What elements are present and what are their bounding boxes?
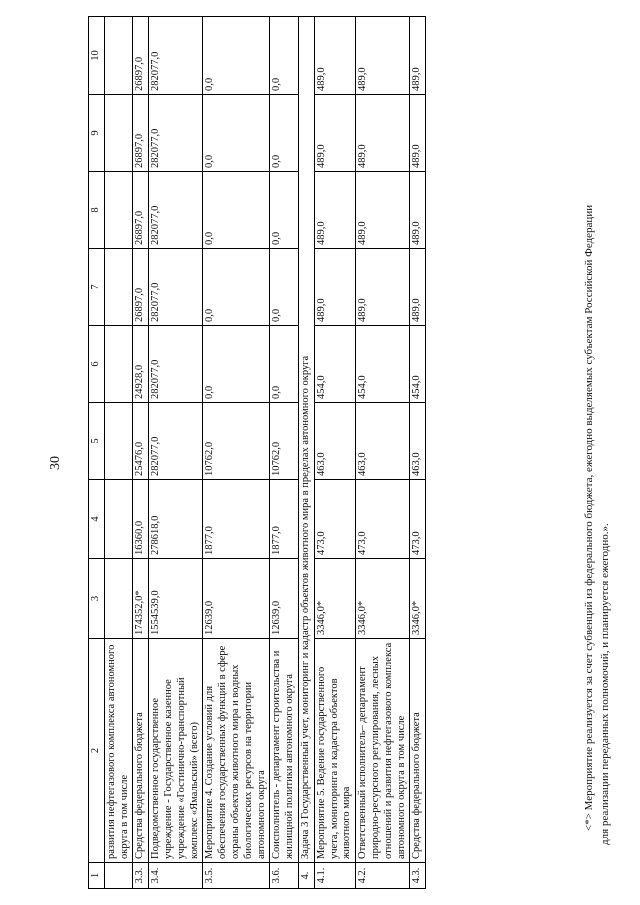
table-row bbox=[203, 17, 270, 889]
value-cell: 282077,0 bbox=[149, 403, 203, 480]
value-cell: 3346,0* bbox=[356, 559, 410, 639]
row-number bbox=[104, 863, 133, 889]
header-cell: 10 bbox=[89, 17, 105, 95]
value-cell: 489,0 bbox=[410, 95, 426, 172]
value-cell bbox=[104, 17, 133, 95]
value-cell: 0,0 bbox=[203, 17, 270, 95]
row-name: Мероприятие 4. Создание условий для обеспечения государственных функций в сфере охраны объектов животного мира и водных биологических ресурсов на территории автономного округа bbox=[203, 639, 270, 863]
value-cell: 282077,0 bbox=[149, 326, 203, 403]
value-cell: 12639,0 bbox=[270, 559, 299, 639]
value-cell: 489,0 bbox=[410, 17, 426, 95]
task-heading: Задача 3 Государственный учет, мониторинг и кадастр объектов животного мира в пределах автономного округа bbox=[298, 17, 314, 863]
value-cell: 26897,0 bbox=[133, 172, 149, 249]
table-row bbox=[133, 17, 149, 889]
value-cell: 489,0 bbox=[356, 17, 410, 95]
value-cell: 489,0 bbox=[314, 249, 355, 326]
value-cell: 454,0 bbox=[314, 326, 355, 403]
value-cell: 282077,0 bbox=[149, 17, 203, 95]
value-cell: 489,0 bbox=[356, 95, 410, 172]
value-cell: 489,0 bbox=[410, 172, 426, 249]
row-number: 4. bbox=[298, 863, 314, 889]
value-cell: 0,0 bbox=[270, 172, 299, 249]
value-cell: 473,0 bbox=[410, 480, 426, 559]
table-row bbox=[314, 17, 355, 889]
value-cell: 0,0 bbox=[203, 95, 270, 172]
value-cell: 489,0 bbox=[356, 172, 410, 249]
value-cell: 454,0 bbox=[410, 326, 426, 403]
header-cell: 9 bbox=[89, 95, 105, 172]
value-cell bbox=[104, 559, 133, 639]
row-name: Средства федерального бюджета bbox=[410, 639, 426, 863]
value-cell: 10762,0 bbox=[203, 403, 270, 480]
row-number: 3.5. bbox=[203, 863, 270, 889]
row-number: 4.3. bbox=[410, 863, 426, 889]
program-table bbox=[88, 16, 426, 889]
table-row bbox=[298, 17, 314, 889]
row-number: 3.4. bbox=[149, 863, 203, 889]
header-cell: 6 bbox=[89, 326, 105, 403]
header-cell: 1 bbox=[89, 863, 105, 889]
value-cell: 26897,0 bbox=[133, 17, 149, 95]
page-number: 30 bbox=[48, 456, 63, 470]
row-name: Ответственный исполнитель– департамент природно-ресурсного регулирования, лесных отношений и развития нефтегазового комплекса автономного округа в том числе bbox=[356, 639, 410, 863]
value-cell: 3346,0* bbox=[410, 559, 426, 639]
value-cell: 489,0 bbox=[356, 249, 410, 326]
value-cell: 16360,0 bbox=[133, 480, 149, 559]
value-cell: 10762,0 bbox=[270, 403, 299, 480]
table-row bbox=[356, 17, 410, 889]
row-name: Подведомственное государственное учреждение - Государственное казенное учреждение «Гостинично-транспортный комплекс «Ямальский» (всего) bbox=[149, 639, 203, 863]
value-cell: 0,0 bbox=[203, 172, 270, 249]
table-row bbox=[270, 17, 299, 889]
table-row bbox=[149, 17, 203, 889]
row-number: 4.2. bbox=[356, 863, 410, 889]
footnote-line-1: <*> Мероприятие реализуется за счет субвенций из федерального бюджета, ежегодно выделяемых субъектам Российской Федерации bbox=[583, 204, 595, 831]
row-name: Мероприятие 5. Ведение государственного учета, мониторинга и кадастра объектов животного мира bbox=[314, 639, 355, 863]
value-cell: 1877,0 bbox=[270, 480, 299, 559]
value-cell: 26897,0 bbox=[133, 249, 149, 326]
footnote bbox=[582, 25, 614, 845]
value-cell: 473,0 bbox=[314, 480, 355, 559]
value-cell bbox=[104, 480, 133, 559]
row-name: Средства федерального бюджета bbox=[133, 639, 149, 863]
value-cell bbox=[104, 95, 133, 172]
header-cell: 8 bbox=[89, 172, 105, 249]
value-cell: 454,0 bbox=[356, 326, 410, 403]
value-cell: 489,0 bbox=[314, 17, 355, 95]
value-cell: 25476,0 bbox=[133, 403, 149, 480]
row-name: развития нефтегазового комплекса автономного округа в том числе bbox=[104, 639, 133, 863]
value-cell: 0,0 bbox=[270, 95, 299, 172]
value-cell: 463,0 bbox=[314, 403, 355, 480]
row-name: Соисполнитель - департамент строительства и жилищной политики автономного округа bbox=[270, 639, 299, 863]
value-cell: 282077,0 bbox=[149, 172, 203, 249]
value-cell: 282077,0 bbox=[149, 95, 203, 172]
value-cell: 489,0 bbox=[314, 95, 355, 172]
header-cell: 7 bbox=[89, 249, 105, 326]
header-cell: 4 bbox=[89, 480, 105, 559]
value-cell: 1877,0 bbox=[203, 480, 270, 559]
value-cell: 0,0 bbox=[270, 17, 299, 95]
value-cell: 26897,0 bbox=[133, 95, 149, 172]
value-cell: 489,0 bbox=[410, 249, 426, 326]
table-row bbox=[104, 17, 133, 889]
table-row bbox=[410, 17, 426, 889]
value-cell: 0,0 bbox=[270, 326, 299, 403]
value-cell: 12639,0 bbox=[203, 559, 270, 639]
value-cell: 3346,0* bbox=[314, 559, 355, 639]
row-number: 3.6. bbox=[270, 863, 299, 889]
value-cell bbox=[104, 172, 133, 249]
value-cell: 463,0 bbox=[410, 403, 426, 480]
header-cell: 3 bbox=[89, 559, 105, 639]
value-cell: 473,0 bbox=[356, 480, 410, 559]
value-cell: 278618,0 bbox=[149, 480, 203, 559]
value-cell bbox=[104, 326, 133, 403]
value-cell: 174352,0* bbox=[133, 559, 149, 639]
row-number: 3.3. bbox=[133, 863, 149, 889]
value-cell: 24928,0 bbox=[133, 326, 149, 403]
value-cell: 463,0 bbox=[356, 403, 410, 480]
row-number: 4.1. bbox=[314, 863, 355, 889]
value-cell: 0,0 bbox=[203, 249, 270, 326]
value-cell: 0,0 bbox=[270, 249, 299, 326]
footnote-line-2: для реализации переданных полномочий, и планируется ежегодно.». bbox=[598, 523, 611, 845]
value-cell: 1554539,0 bbox=[149, 559, 203, 639]
value-cell: 0,0 bbox=[203, 326, 270, 403]
table-header-row bbox=[89, 17, 105, 889]
value-cell bbox=[104, 249, 133, 326]
value-cell: 489,0 bbox=[314, 172, 355, 249]
value-cell bbox=[104, 403, 133, 480]
header-cell: 5 bbox=[89, 403, 105, 480]
header-cell: 2 bbox=[89, 639, 105, 863]
value-cell: 282077,0 bbox=[149, 249, 203, 326]
